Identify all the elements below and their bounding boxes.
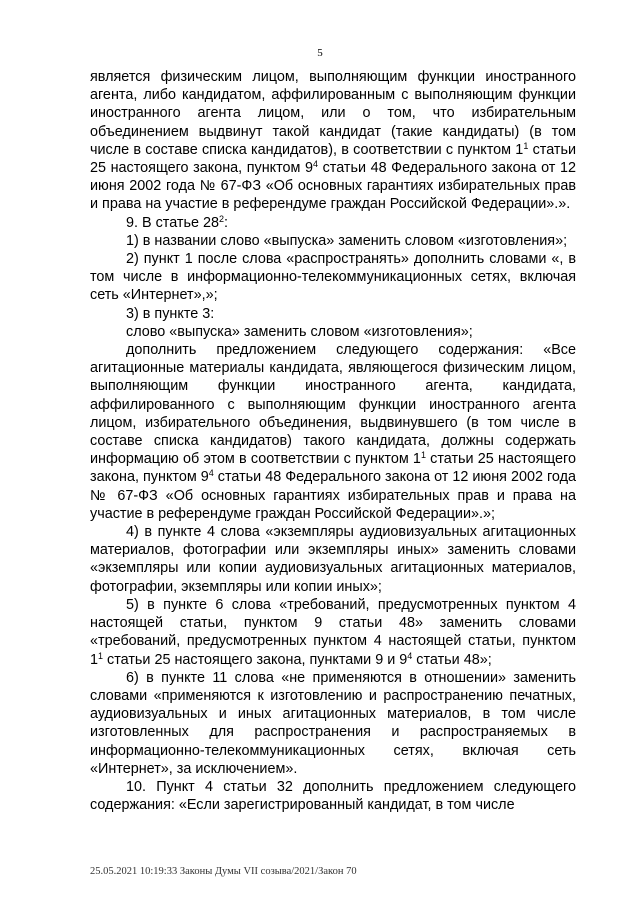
paragraph-item-3	[90, 305, 576, 323]
text-segment: 6) в пункте 11 слова «не применяются в отношении» заменить словами «применяются к изготовлению и распространению печатных, аудиовизуальных и иных агитационных материалов, в том числе изготовленных для распространения и распространяемых в информационно-телекоммуникационных сетях, включая сеть «Интернет», за исключением».	[90, 669, 576, 777]
text-segment: статьи 48»;	[412, 651, 492, 668]
superscript-index: 2	[219, 213, 225, 224]
paragraph-item-3b	[90, 341, 576, 523]
text-segment: статьи 48 Федерального закона от 12 июня 2002 года № 67-ФЗ «Об основных гарантиях избирательных прав и права на участие в референдуме граждан Российской Федерации».».	[90, 160, 576, 213]
text-segment: 9. В статье 28	[126, 214, 220, 231]
superscript-index: 1	[523, 140, 529, 151]
text-segment: дополнить предложением следующего содержания: «Все агитационные материалы кандидата, являющегося физическим лицом, выполняющим функции иностранного агента, кандидата, аффилированного с выполняющим функции иностранного агента лицом, избирательного объединения, выдвинувшего (в том числе в составе списка кандидатов) такого кандидата, должны содержать информацию об этом в соответствии с пунктом 1	[90, 342, 576, 468]
paragraph-item-1	[90, 232, 576, 250]
superscript-index: 4	[313, 159, 319, 170]
text-segment: :	[224, 214, 229, 231]
text-segment: 3) в пункте 3:	[126, 305, 215, 322]
paragraph-item-2	[90, 250, 576, 305]
text-segment: слово «выпуска» заменить словом «изготовления»;	[126, 323, 473, 340]
text-segment: статьи 48 Федерального закона от 12 июня 2002 года № 67-ФЗ «Об основных гарантиях избирательных прав и права на участие в референдуме граждан Российской Федерации».»;	[90, 469, 576, 522]
text-segment: 10. Пункт 4 статьи 32 дополнить предложением следующего содержания: «Если зарегистрированный кандидат, в том числе	[90, 778, 576, 814]
paragraph-article-28-2	[90, 214, 576, 232]
paragraph-item-3a	[90, 323, 576, 341]
page-number: 5	[317, 47, 323, 59]
superscript-index: 4	[208, 468, 214, 479]
paragraph-item-10	[90, 778, 576, 814]
paragraph-item-4	[90, 523, 576, 596]
paragraph-continuation	[90, 68, 576, 214]
text-segment: статьи 25 настоящего закона, пунктами 9 и 9	[103, 651, 408, 668]
paragraph-item-5	[90, 596, 576, 669]
page-footer: 25.05.2021 10:19:33 Законы Думы VII созыва/2021/Закон 70	[90, 866, 357, 877]
superscript-index: 4	[407, 650, 413, 661]
document-body	[90, 68, 576, 814]
superscript-index: 1	[98, 650, 104, 661]
text-segment: 4) в пункте 4 слова «экземпляры аудиовизуальных агитационных материалов, фотографии или экземпляры иных» заменить словами «экземпляры или копии аудиовизуальных агитационных материалов, фотографии, экземпляры или копии иных»;	[90, 524, 576, 595]
superscript-index: 1	[420, 450, 426, 461]
paragraph-item-6	[90, 669, 576, 778]
text-segment: 1) в названии слово «выпуска» заменить словом «изготовления»;	[126, 232, 568, 249]
text-segment: является физическим лицом, выполняющим функции иностранного агента, либо кандидатом, аффилированным с выполняющим функции иностранного агента лицом, или о том, что избирательным объединением выдвинут такой кандидат (такие кандидаты) (в том числе в составе списка кандидатов), в соответствии с пунктом 1	[90, 69, 576, 158]
text-segment: 2) пункт 1 после слова «распространять» дополнить словами «, в том числе в информационно-телекоммуникационных сетях, включая сеть «Интернет»,»;	[90, 251, 576, 304]
text-segment: 5) в пункте 6 слова «требований, предусмотренных пунктом 4 настоящей статьи, пунктом 9 статьи 48» заменить словами «требований, предусмотренных пунктом 4 настоящей статьи, пунктом 1	[90, 596, 576, 668]
text-segment: статьи 25 настоящего закона, пунктом 9	[90, 451, 576, 486]
text-segment: статьи 25 настоящего закона, пунктом 9	[90, 141, 577, 177]
